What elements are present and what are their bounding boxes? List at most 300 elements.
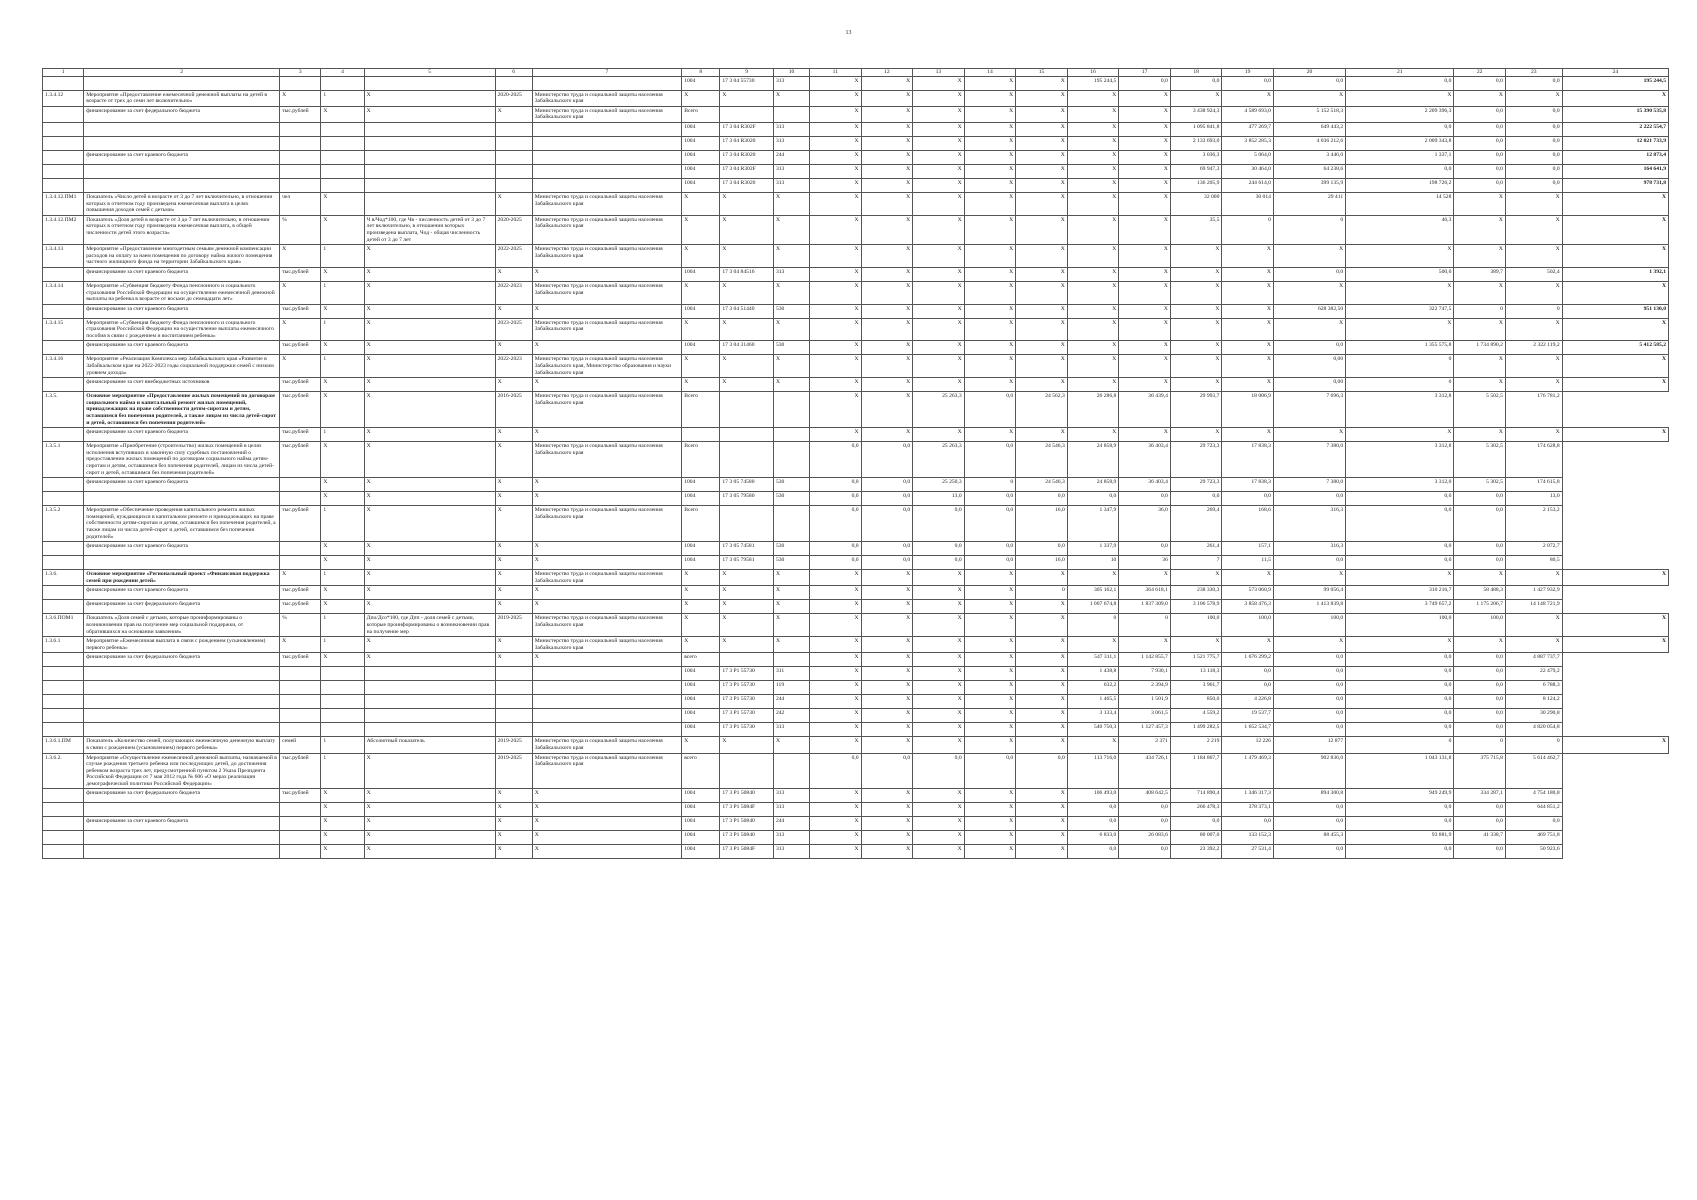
table-cell: 1004: [682, 341, 720, 355]
table-cell: Всего: [682, 506, 720, 542]
table-cell: X: [364, 556, 495, 570]
table-cell: [364, 136, 495, 150]
table-cell: [532, 723, 682, 737]
table-cell: X: [280, 570, 321, 586]
table-row: [43, 695, 1669, 709]
table-cell: X: [1016, 789, 1068, 803]
table-cell: 0,0: [1505, 150, 1562, 164]
table-cell: тыс.рублей: [280, 789, 321, 803]
column-number-3: 3: [280, 69, 321, 77]
table-cell: [43, 845, 84, 859]
table-cell: X: [773, 281, 809, 304]
table-cell: 3 852 285,3: [1222, 136, 1274, 150]
table-cell: 313: [773, 76, 809, 90]
table-cell: X: [861, 428, 913, 442]
table-cell: [43, 341, 84, 355]
table-cell: X: [1505, 318, 1562, 341]
table-cell: 157,1: [1222, 542, 1274, 556]
table-cell: 36,0: [1119, 506, 1171, 542]
table-cell: X: [1016, 614, 1068, 637]
table-cell: [280, 817, 321, 831]
table-cell: X: [682, 570, 720, 586]
table-cell: X: [913, 803, 965, 817]
table-cell: X: [913, 318, 965, 341]
table-cell: X: [321, 789, 364, 803]
table-row: [43, 215, 1669, 244]
table-cell: 0,0: [861, 478, 913, 492]
table-cell: 0,0: [1346, 817, 1454, 831]
table-cell: [720, 506, 774, 542]
table-cell: X: [364, 600, 495, 614]
table-cell: всего: [682, 653, 720, 667]
table-cell: 25 263,3: [913, 392, 965, 428]
table-cell: 17 3 04 84516: [720, 267, 774, 281]
table-cell: Основное мероприятие «Региональный проект «Финансовая поддержка семей при рождении детей»: [84, 570, 280, 586]
table-cell: X: [364, 106, 495, 122]
table-cell: [43, 667, 84, 681]
table-cell: X: [364, 803, 495, 817]
table-cell: 0,0: [1346, 164, 1454, 178]
table-cell: [321, 667, 364, 681]
table-cell: 0: [1505, 737, 1562, 753]
table-cell: 0: [1454, 737, 1506, 753]
table-cell: X: [1067, 378, 1119, 392]
table-cell: X: [964, 653, 1016, 667]
table-cell: 1004: [682, 122, 720, 136]
program-table: [42, 68, 1669, 859]
table-cell: 0,0: [1505, 178, 1562, 192]
table-cell: 0,0: [810, 492, 862, 506]
table-cell: X: [810, 789, 862, 803]
table-cell: X: [861, 695, 913, 709]
table-cell: Министерство труда и социальной защиты населения Забайкальского края: [532, 318, 682, 341]
table-cell: 1.3.4.12.ПМ2: [43, 215, 84, 244]
table-cell: [43, 695, 84, 709]
table-row: [43, 586, 1669, 600]
table-cell: [495, 76, 532, 90]
table-cell: 13 118,3: [1170, 667, 1222, 681]
table-cell: [364, 681, 495, 695]
table-cell: X: [861, 355, 913, 378]
table-cell: X: [1016, 723, 1068, 737]
table-cell: тыс.рублей: [280, 600, 321, 614]
table-cell: 0,0: [1222, 667, 1274, 681]
table-cell: X: [964, 150, 1016, 164]
table-cell: 0,0: [1346, 556, 1454, 570]
table-cell: 1004: [682, 304, 720, 318]
table-cell: 24 858,9: [1067, 442, 1119, 478]
table-cell: 0,0: [1454, 492, 1506, 506]
table-cell: [43, 723, 84, 737]
table-cell: 269,4: [1170, 506, 1222, 542]
table-cell: X: [720, 586, 774, 600]
table-cell: [532, 695, 682, 709]
table-cell: 0,0: [1505, 106, 1562, 122]
table-cell: 902 836,0: [1273, 753, 1345, 789]
table-cell: [280, 150, 321, 164]
table-cell: финансирование за счет федерального бюджета: [84, 600, 280, 614]
table-cell: 164 641,9: [1562, 164, 1668, 178]
table-cell: 0,0: [1273, 803, 1345, 817]
table-cell: 0,0: [964, 442, 1016, 478]
table-cell: X: [495, 192, 532, 215]
table-cell: X: [1273, 90, 1345, 106]
table-cell: [773, 428, 809, 442]
table-cell: X: [1346, 428, 1454, 442]
table-cell: 3 106 578,9: [1170, 600, 1222, 614]
table-cell: X: [1454, 428, 1506, 442]
column-number-17: 17: [1119, 69, 1171, 77]
table-cell: 2 009 343,8: [1346, 136, 1454, 150]
table-row: [43, 192, 1669, 215]
table-cell: X: [1016, 304, 1068, 318]
table-cell: 0,0: [1346, 653, 1454, 667]
table-cell: 0,0: [810, 542, 862, 556]
table-cell: [364, 723, 495, 737]
table-cell: X: [861, 245, 913, 268]
table-cell: 17 3 04 31460: [720, 341, 774, 355]
table-cell: [280, 478, 321, 492]
table-cell: X: [964, 90, 1016, 106]
table-cell: 313: [773, 845, 809, 859]
table-cell: Министерство труда и социальной защиты населения Забайкальского края: [532, 737, 682, 753]
table-cell: X: [1170, 318, 1222, 341]
table-cell: X: [321, 845, 364, 859]
table-cell: X: [1067, 215, 1119, 244]
table-cell: X: [280, 318, 321, 341]
table-cell: [43, 304, 84, 318]
table-cell: 1004: [682, 723, 720, 737]
table-cell: 3 446,0: [1273, 150, 1345, 164]
table-cell: Показатель «Доля семей с детьми, которые проинформированы о возникновении прав на получение мер социальной поддержки, от обратившихся на основании заявления»: [84, 614, 280, 637]
table-row: [43, 709, 1669, 723]
table-row: [43, 76, 1669, 90]
table-cell: [84, 667, 280, 681]
table-cell: 12 877: [1273, 737, 1345, 753]
table-cell: X: [1562, 737, 1668, 753]
table-cell: X: [913, 653, 965, 667]
column-number-21: 21: [1346, 69, 1454, 77]
table-cell: X: [1346, 281, 1454, 304]
table-cell: 0,0: [1454, 817, 1506, 831]
table-cell: X: [364, 378, 495, 392]
table-cell: 25 263,3: [913, 442, 965, 478]
table-cell: X: [861, 341, 913, 355]
table-cell: X: [321, 542, 364, 556]
table-cell: X: [964, 355, 1016, 378]
table-cell: X: [964, 281, 1016, 304]
table-cell: 389,7: [1454, 267, 1506, 281]
table-cell: 1004: [682, 542, 720, 556]
table-cell: 0,0: [913, 556, 965, 570]
table-cell: X: [861, 667, 913, 681]
table-cell: 1.3.6.: [43, 570, 84, 586]
table-cell: 0,0: [1119, 845, 1171, 859]
column-number-19: 19: [1222, 69, 1274, 77]
table-cell: [43, 542, 84, 556]
table-cell: финансирование за счет федерального бюджета: [84, 789, 280, 803]
column-number-7: 7: [532, 69, 682, 77]
table-cell: X: [720, 192, 774, 215]
table-cell: [280, 681, 321, 695]
table-cell: [84, 492, 280, 506]
table-cell: X: [364, 428, 495, 442]
table-cell: 17 3 P1 50840: [720, 831, 774, 845]
table-cell: 0,0: [810, 506, 862, 542]
table-cell: 5 064,0: [1222, 150, 1274, 164]
table-cell: 3 312,8: [1346, 442, 1454, 478]
table-cell: [280, 803, 321, 817]
table-cell: X: [1119, 178, 1171, 192]
table-cell: X: [810, 681, 862, 695]
table-cell: X: [321, 556, 364, 570]
table-cell: X: [532, 492, 682, 506]
table-cell: 17 3 04 R302F: [720, 122, 774, 136]
table-cell: Мероприятие «Предоставление ежемесячной денежной выплаты на детей в возрасте от трех до семи лет включительно»: [84, 90, 280, 106]
table-cell: X: [861, 723, 913, 737]
table-cell: 17 3 05 74580: [720, 478, 774, 492]
table-row: [43, 245, 1669, 268]
table-cell: [43, 178, 84, 192]
table-cell: X: [861, 192, 913, 215]
table-cell: X: [913, 178, 965, 192]
table-cell: 334 287,1: [1454, 789, 1506, 803]
table-cell: X: [364, 845, 495, 859]
table-cell: 0,0: [1454, 709, 1506, 723]
table-cell: 399 135,9: [1273, 178, 1345, 192]
table-cell: X: [1067, 245, 1119, 268]
table-cell: X: [1016, 637, 1068, 653]
table-cell: 0,0: [1273, 709, 1345, 723]
table-cell: X: [913, 136, 965, 150]
table-cell: Министерство труда и социальной защиты населения Забайкальского края: [532, 392, 682, 428]
table-cell: X: [1170, 245, 1222, 268]
table-cell: [364, 122, 495, 136]
table-cell: [321, 76, 364, 90]
table-cell: 29 993,7: [1170, 392, 1222, 428]
table-cell: 0,0: [964, 542, 1016, 556]
table-cell: X: [1562, 614, 1668, 637]
table-cell: X: [495, 542, 532, 556]
table-row: [43, 556, 1669, 570]
table-cell: 1: [321, 570, 364, 586]
table-cell: X: [532, 845, 682, 859]
table-cell: 0,0: [1505, 136, 1562, 150]
table-cell: X: [720, 737, 774, 753]
table-cell: 1 465,5: [1067, 695, 1119, 709]
table-cell: X: [1016, 709, 1068, 723]
table-cell: [773, 106, 809, 122]
table-cell: X: [773, 600, 809, 614]
table-cell: 0,0: [964, 392, 1016, 428]
table-cell: 4 226,8: [1222, 695, 1274, 709]
table-cell: 32 000: [1170, 192, 1222, 215]
table-cell: X: [1067, 428, 1119, 442]
table-cell: [280, 492, 321, 506]
table-cell: тыс.рублей: [280, 378, 321, 392]
table-cell: X: [1222, 428, 1274, 442]
table-cell: X: [682, 737, 720, 753]
table-cell: 0,0: [861, 506, 913, 542]
table-cell: 24 546,3: [1016, 442, 1068, 478]
table-cell: финансирование за счет краевого бюджета: [84, 542, 280, 556]
table-cell: X: [1505, 215, 1562, 244]
table-cell: X: [1222, 378, 1274, 392]
table-cell: X: [364, 442, 495, 478]
table-cell: X: [861, 378, 913, 392]
table-cell: X: [810, 267, 862, 281]
table-cell: X: [321, 653, 364, 667]
table-cell: [364, 76, 495, 90]
table-cell: 978 731,8: [1562, 178, 1668, 192]
table-cell: X: [913, 570, 965, 586]
table-cell: 24 858,9: [1067, 478, 1119, 492]
table-cell: 1 652 534,7: [1222, 723, 1274, 737]
table-cell: финансирование за счет внебюджетных источников: [84, 378, 280, 392]
table-cell: 0,0: [1346, 709, 1454, 723]
table-cell: X: [913, 817, 965, 831]
table-cell: X: [532, 653, 682, 667]
table-cell: X: [1119, 245, 1171, 268]
table-cell: 0: [1346, 355, 1454, 378]
table-cell: X: [495, 556, 532, 570]
table-cell: 0: [1119, 614, 1171, 637]
table-cell: X: [964, 831, 1016, 845]
table-cell: 113 716,0: [1067, 753, 1119, 789]
table-cell: Министерство труда и социальной защиты населения Забайкальского края: [532, 90, 682, 106]
table-cell: X: [321, 106, 364, 122]
table-cell: X: [913, 106, 965, 122]
table-cell: 0,0: [1505, 122, 1562, 136]
table-cell: X: [913, 245, 965, 268]
table-cell: X: [913, 600, 965, 614]
table-cell: 1.3.4.15: [43, 318, 84, 341]
table-cell: X: [1505, 281, 1562, 304]
table-cell: 0,0: [1454, 695, 1506, 709]
table-cell: 0: [1454, 304, 1506, 318]
table-cell: 1: [321, 737, 364, 753]
table-cell: X: [1505, 614, 1562, 637]
table-cell: X: [1016, 378, 1068, 392]
table-cell: X: [495, 831, 532, 845]
table-cell: 0,0: [1454, 542, 1506, 556]
table-cell: [773, 753, 809, 789]
table-cell: 17 3 P1 50840: [720, 817, 774, 831]
table-cell: X: [773, 614, 809, 637]
table-cell: 0,0: [1454, 136, 1506, 150]
table-cell: 3 312,0: [1346, 478, 1454, 492]
table-cell: X: [861, 709, 913, 723]
table-cell: X: [495, 378, 532, 392]
table-row: [43, 570, 1669, 586]
table-cell: X: [280, 637, 321, 653]
table-cell: 93 881,9: [1346, 831, 1454, 845]
table-row: [43, 614, 1669, 637]
table-cell: 502,4: [1505, 267, 1562, 281]
table-cell: X: [364, 341, 495, 355]
table-cell: тыс.рублей: [280, 586, 321, 600]
table-cell: 1 521 775,7: [1170, 653, 1222, 667]
table-cell: 50 923,6: [1505, 845, 1562, 859]
table-cell: 244 614,0: [1222, 178, 1274, 192]
table-cell: X: [861, 600, 913, 614]
table-cell: X: [913, 614, 965, 637]
table-cell: 894 300,8: [1273, 789, 1345, 803]
table-cell: 244: [773, 695, 809, 709]
table-cell: X: [913, 267, 965, 281]
table-cell: X: [495, 570, 532, 586]
table-cell: 30 014: [1222, 192, 1274, 215]
table-cell: [43, 136, 84, 150]
table-cell: X: [364, 653, 495, 667]
table-cell: X: [964, 164, 1016, 178]
table-row: [43, 164, 1669, 178]
table-cell: Дпо/Дсо*100, где Дпп - доля семей с детьми, которые проинформированы о возникновении прав на получение мер: [364, 614, 495, 637]
table-cell: X: [364, 281, 495, 304]
table-cell: X: [364, 542, 495, 556]
table-cell: X: [861, 215, 913, 244]
table-cell: [720, 392, 774, 428]
table-cell: [532, 122, 682, 136]
table-cell: 1 438,8: [1067, 667, 1119, 681]
table-cell: X: [364, 586, 495, 600]
table-cell: X: [1562, 378, 1668, 392]
table-cell: 0,0: [861, 492, 913, 506]
table-cell: X: [321, 341, 364, 355]
table-cell: X: [913, 150, 965, 164]
column-number-13: 13: [913, 69, 965, 77]
table-cell: 12 873,4: [1562, 150, 1668, 164]
table-cell: X: [964, 318, 1016, 341]
table-cell: Показатель «Доля детей в возрасте от 3 до 7 лет включительно, в отношении которых в отчетном году произведена ежемесячная выплата, в общей численности детей этого возраста»: [84, 215, 280, 244]
table-cell: 378 373,1: [1222, 803, 1274, 817]
table-cell: 2 219: [1170, 737, 1222, 753]
table-cell: 174 615,8: [1505, 478, 1562, 492]
table-cell: [495, 681, 532, 695]
table-cell: 1: [321, 245, 364, 268]
table-cell: X: [964, 789, 1016, 803]
table-cell: 1.3.6.1.ПМ: [43, 737, 84, 753]
table-cell: 2023-2025: [495, 318, 532, 341]
table-cell: [495, 164, 532, 178]
table-cell: 1.3.4.16: [43, 355, 84, 378]
table-cell: 313: [773, 267, 809, 281]
table-cell: 1.3.4.12: [43, 90, 84, 106]
table-cell: [364, 192, 495, 215]
table-cell: X: [1454, 318, 1506, 341]
table-cell: X: [964, 378, 1016, 392]
table-cell: [280, 667, 321, 681]
table-cell: X: [682, 281, 720, 304]
table-cell: 1.3.4.13: [43, 245, 84, 268]
table-cell: Ч в/Чод*100, где Чв - численность детей от 3 до 7 лет включительно, в отношении которых произведена выплата, Чод - общая численность детей от 3 до 7 лет: [364, 215, 495, 244]
table-cell: 176 781,2: [1505, 392, 1562, 428]
table-cell: 35,5: [1170, 215, 1222, 244]
table-cell: 7 380,0: [1273, 442, 1345, 478]
table-cell: [364, 150, 495, 164]
table-cell: X: [1454, 215, 1506, 244]
table-cell: X: [1016, 600, 1068, 614]
table-cell: X: [773, 637, 809, 653]
table-cell: X: [810, 341, 862, 355]
table-cell: 17 3 P1 55730: [720, 695, 774, 709]
column-number-12: 12: [861, 69, 913, 77]
table-cell: 530: [773, 478, 809, 492]
table-cell: 1 837 309,0: [1119, 600, 1171, 614]
table-cell: финансирование за счет краевого бюджета: [84, 267, 280, 281]
table-cell: 1.3.5.2: [43, 506, 84, 542]
table-cell: 0,0: [1222, 681, 1274, 695]
